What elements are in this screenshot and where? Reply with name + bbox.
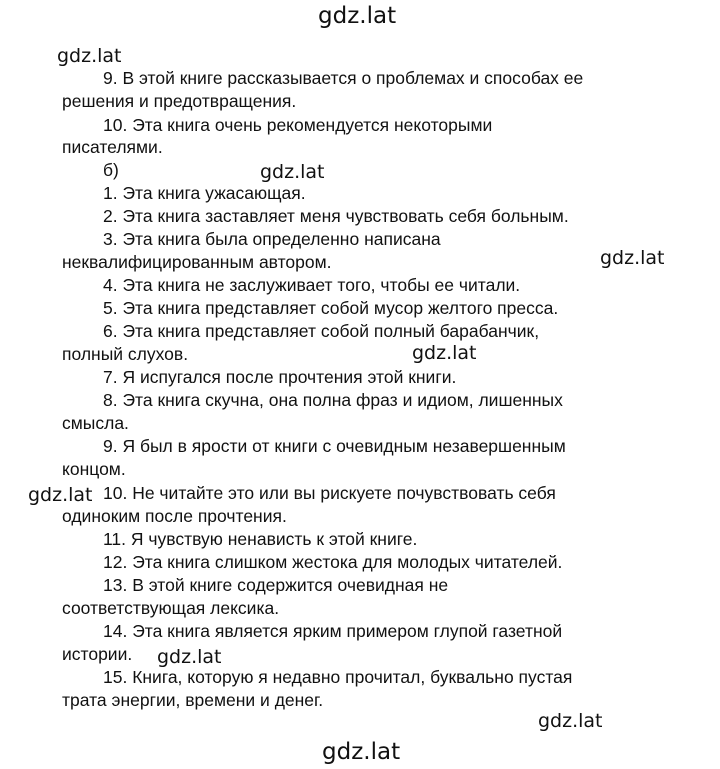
text-line: 10. Эта книга очень рекомендуется некоторыми <box>103 115 493 135</box>
text-line: писателями. <box>62 137 163 157</box>
text-line: 15. Книга, которую я недавно прочитал, буквально пустая <box>103 667 573 687</box>
text-line: решения и предотвращения. <box>62 91 297 111</box>
watermark-bottom: gdz.lat <box>322 739 401 765</box>
text-line: 10. Не читайте это или вы рискуете почувствовать себя <box>103 483 556 503</box>
watermark: gdz.lat <box>538 710 603 732</box>
text-line: 9. Я был в ярости от книги с очевидным незавершенным <box>103 436 566 456</box>
text-line: 1. Эта книга ужасающая. <box>103 183 306 203</box>
text-line: 11. Я чувствую ненависть к этой книге. <box>103 529 418 549</box>
text-line: одиноким после прочтения. <box>62 506 287 526</box>
text-line: 5. Эта книга представляет собой мусор желтого пресса. <box>103 298 559 318</box>
text-line: 14. Эта книга является ярким примером глупой газетной <box>103 621 563 641</box>
watermark: gdz.lat <box>600 247 665 269</box>
text-line: соответствующая лексика. <box>62 598 280 618</box>
watermark: gdz.lat <box>412 342 477 364</box>
text-line: 4. Эта книга не заслуживает того, чтобы ее читали. <box>103 275 521 295</box>
text-line: 7. Я испугался после прочтения этой книги. <box>103 367 457 387</box>
text-line: истории. <box>62 644 133 664</box>
watermark: gdz.lat <box>157 646 222 668</box>
text-line: 2. Эта книга заставляет меня чувствовать себя больным. <box>103 206 569 226</box>
watermark-top: gdz.lat <box>318 3 397 29</box>
text-line: 3. Эта книга была определенно написана <box>103 229 441 249</box>
text-line: полный слухов. <box>62 344 189 364</box>
text-line: 8. Эта книга скучна, она полна фраз и идиом, лишенных <box>103 390 563 410</box>
text-line: 9. В этой книге рассказывается о проблемах и способах ее <box>103 68 584 88</box>
text-line: 12. Эта книга слишком жестока для молодых читателей. <box>103 552 563 572</box>
text-line: концом. <box>62 459 126 479</box>
text-line: 6. Эта книга представляет собой полный барабанчик, <box>103 321 540 341</box>
watermark: gdz.lat <box>57 45 122 67</box>
watermark: gdz.lat <box>260 161 325 183</box>
text-line: неквалифицированным автором. <box>62 252 332 272</box>
text-line: б) <box>103 160 119 180</box>
watermark: gdz.lat <box>28 484 93 506</box>
text-line: трата энергии, времени и денег. <box>62 690 324 710</box>
text-line: 13. В этой книге содержится очевидная не <box>103 575 449 595</box>
text-line: смысла. <box>62 413 129 433</box>
